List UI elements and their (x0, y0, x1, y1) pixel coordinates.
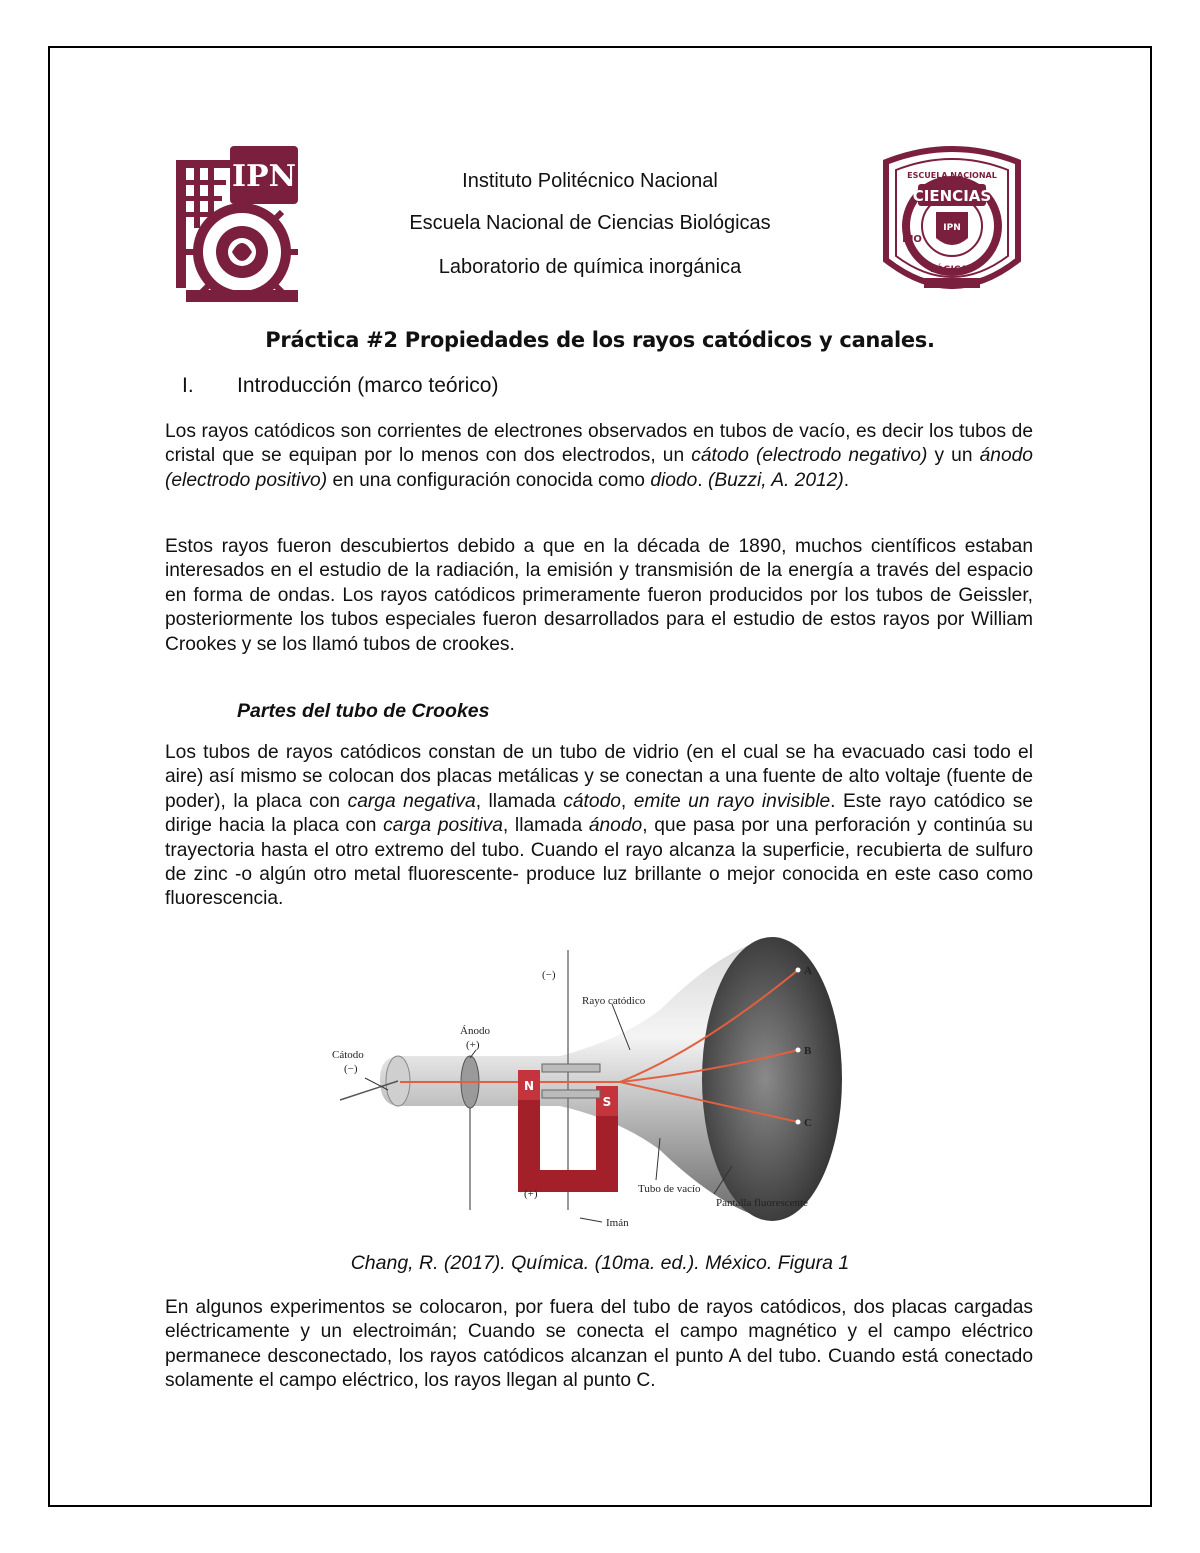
section-number: I. (182, 374, 194, 397)
practice-title: Práctica #2 Propiedades de los rayos catódicos y canales. (265, 328, 935, 352)
label-iman: Imán (606, 1217, 629, 1229)
label-catodo-sign: (−) (344, 1063, 358, 1075)
label-pantalla: Pantalla fluorescente (716, 1197, 808, 1209)
magnet-n-label: N (523, 1079, 535, 1093)
paragraph-1: Los rayos catódicos son corrientes de electrones observados en tubos de vacío, es decir los tubos de cristal que se equipan por lo menos con dos electrodos, un cátodo (electrodo negativo) y un ánodo (electrodo positivo) en una configuración conocida como diodo. (Buzzi, A. 2012). (165, 421, 1033, 491)
paragraph-4: En algunos experimentos se colocaron, por fuera del tubo de rayos catódicos, dos placas cargadas eléctricamente y un electroimán; Cuando se conecta el campo magnético y el campo eléctrico permanece desconectado, los rayos catódicos alcanzan el punto A del tubo. Cuando está conectado solamente el campo eléctrico, los rayos llegan al punto C. (165, 1297, 1033, 1392)
encb-logo-middle-text: CIENCIAS (912, 187, 992, 205)
label-point-b: B (804, 1045, 812, 1057)
encb-logo-left-text: BIO (902, 234, 922, 245)
crookes-tube-figure (320, 930, 880, 1230)
label-point-c: C (804, 1117, 812, 1129)
institute-name: Instituto Politécnico Nacional (462, 170, 718, 192)
encb-logo-inner-text: IPN (943, 223, 961, 233)
lab-name: Laboratorio de química inorgánica (438, 256, 742, 278)
magnet-s-label: S (602, 1095, 612, 1109)
label-anodo: Ánodo (460, 1025, 490, 1037)
encb-logo-top-text: ESCUELA NACIONAL (907, 171, 997, 180)
label-point-a: A (804, 965, 812, 977)
section-heading-text: Introducción (marco teórico) (237, 374, 499, 397)
label-catodo: Cátodo (332, 1049, 364, 1061)
ipn-logo (172, 140, 300, 308)
label-tubo: Tubo de vacío (638, 1183, 701, 1195)
subheading: Partes del tubo de Crookes (237, 700, 490, 722)
fluorescent-screen (702, 937, 842, 1221)
label-anodo-sign: (+) (466, 1039, 480, 1051)
ipn-logo-text: IPN (231, 159, 297, 194)
encb-logo (878, 142, 1026, 302)
label-plus-bottom: (+) (524, 1188, 538, 1200)
paragraph-2: Estos rayos fueron descubiertos debido a que en la década de 1890, muchos científicos estaban interesados en el estudio de la radiación, la emisión y transmisión de la energía a través del espacio en forma de ondas. Los rayos catódicos primeramente fueron producidos por los tubos de Geissler, posteriormente los tubos especiales fueron desarrollados para el estudio de estos rayos por William Crookes y se los llamó tubos de crookes. (165, 536, 1033, 655)
section-heading (182, 374, 498, 398)
figure-caption: Chang, R. (2017). Química. (10ma. ed.). México. Figura 1 (350, 1252, 850, 1274)
label-minus-top: (−) (542, 969, 556, 981)
paragraph-3: Los tubos de rayos catódicos constan de un tubo de vidrio (en el cual se ha evacuado casi todo el aire) así mismo se colocan dos placas metálicas y se conectan a una fuente de alto voltaje (fuente de poder), la placa con carga negativa, llamada cátodo, emite un rayo invisible. Este rayo catódico se dirige hacia la placa con carga positiva, llamada ánodo, que pasa por una perforación y continúa su trayectoria hasta el otro extremo del tubo. Cuando el rayo alcanza la superficie, recubierta de sulfuro de zinc -o algún otro metal fluorescente- produce luz brillante o mejor conocida en este caso como fluorescencia. (165, 742, 1034, 910)
label-rayo: Rayo catódico (582, 995, 646, 1007)
school-name: Escuela Nacional de Ciencias Biológicas (409, 212, 771, 234)
encb-logo-right-text: LÓGICAS (930, 265, 974, 275)
